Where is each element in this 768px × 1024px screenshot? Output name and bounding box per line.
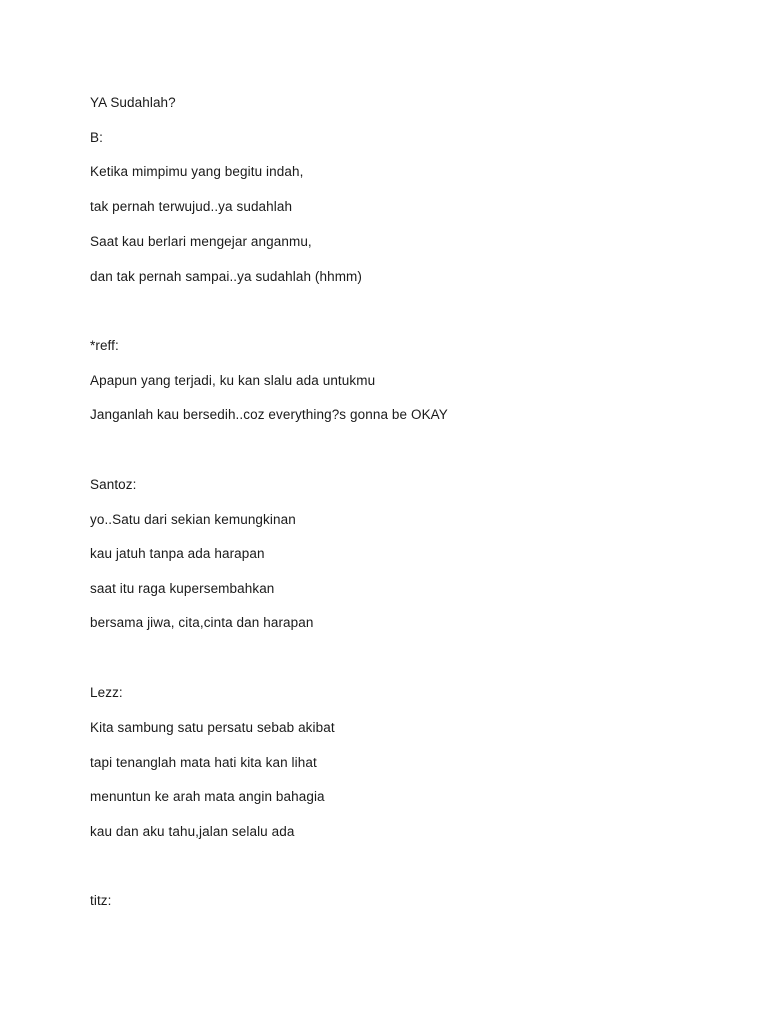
section-label-lezz: Lezz: bbox=[90, 685, 123, 700]
lyric-line: saat itu raga kupersembahkan bbox=[90, 581, 275, 596]
lyric-line: tak pernah terwujud..ya sudahlah bbox=[90, 199, 293, 214]
song-title: YA Sudahlah? bbox=[90, 95, 176, 110]
lyric-line: menuntun ke arah mata angin bahagia bbox=[90, 789, 325, 804]
lyric-line: dan tak pernah sampai..ya sudahlah (hhmm) bbox=[90, 269, 362, 284]
lyric-line: kau dan aku tahu,jalan selalu ada bbox=[90, 824, 295, 839]
section-label-titz: titz: bbox=[90, 893, 112, 908]
lyric-line: tapi tenanglah mata hati kita kan lihat bbox=[90, 755, 317, 770]
lyric-line: Kita sambung satu persatu sebab akibat bbox=[90, 720, 335, 735]
lyric-line: Ketika mimpimu yang begitu indah, bbox=[90, 164, 304, 179]
lyric-line: yo..Satu dari sekian kemungkinan bbox=[90, 512, 296, 527]
lyric-line: Saat kau berlari mengejar anganmu, bbox=[90, 234, 312, 249]
section-label-santoz: Santoz: bbox=[90, 477, 137, 492]
section-label-reff: *reff: bbox=[90, 338, 119, 353]
lyric-line: Apapun yang terjadi, ku kan slalu ada untukmu bbox=[90, 373, 376, 388]
lyric-line: bersama jiwa, cita,cinta dan harapan bbox=[90, 615, 314, 630]
section-label-b: B: bbox=[90, 130, 103, 145]
lyric-line: kau jatuh tanpa ada harapan bbox=[90, 546, 265, 561]
lyric-line: Janganlah kau bersedih..coz everything?s gonna be OKAY bbox=[90, 407, 448, 422]
